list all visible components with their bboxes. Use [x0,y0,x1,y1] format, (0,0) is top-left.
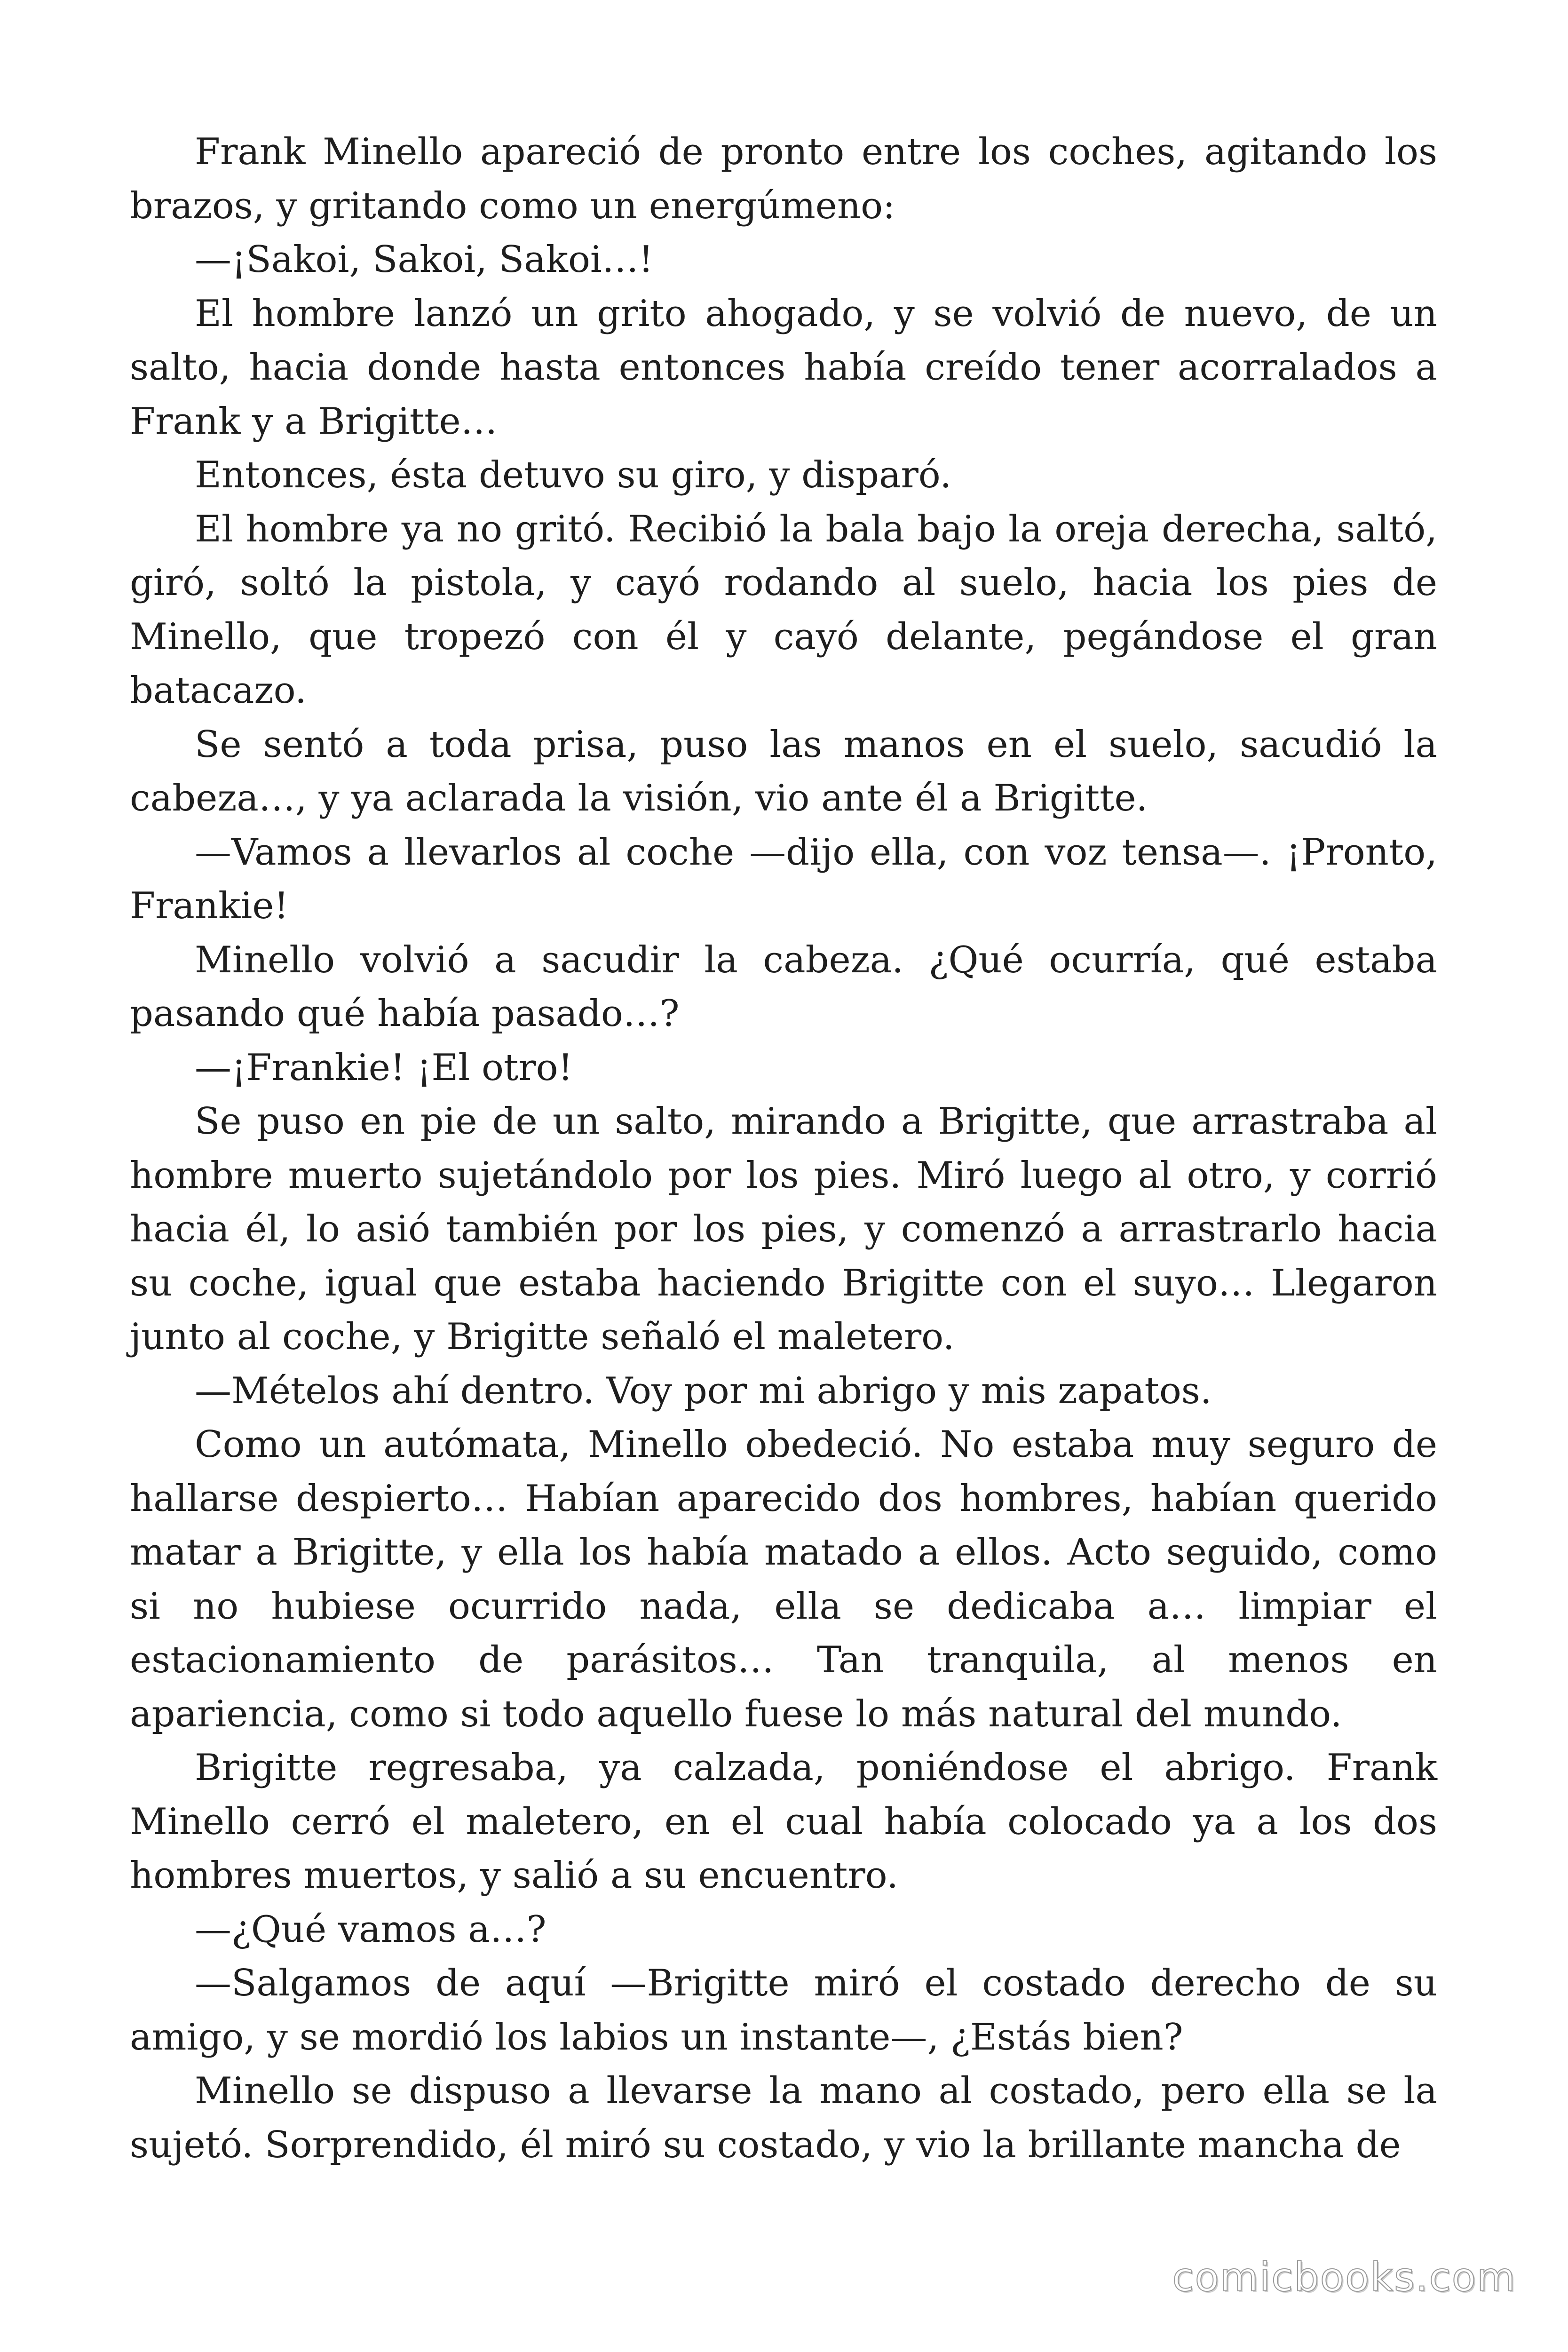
paragraph: —Vamos a llevarlos al coche —dijo ella, con voz tensa—. ¡Pronto, Frankie! [130,831,1437,927]
paragraph: Frank Minello apareció de pronto entre los coches, agitando los brazos, y gritando como un energúmeno: [130,131,1437,227]
watermark: comicbooks.com [1172,2254,1516,2300]
paragraph: —¿Qué vamos a…? [195,1908,546,1951]
paragraph: —¡Sakoi, Sakoi, Sakoi…! [195,238,654,281]
paragraph: Se sentó a toda prisa, puso las manos en el suelo, sacudió la cabeza…, y ya aclarada la visión, vio ante él a Brigitte. [130,723,1437,819]
paragraph: Brigitte regresaba, ya calzada, poniéndose el abrigo. Frank Minello cerró el maletero, en el cual había colocado ya a los dos hombres muertos, y salió a su encuentro. [130,1747,1437,1897]
paragraph: Se puso en pie de un salto, mirando a Brigitte, que arrastraba al hombre muerto sujetándolo por los pies. Miró luego al otro, y corrió hacia él, lo asió también por los pies, y comenzó a arrastrarlo hacia su coche, igual que estaba haciendo Brigitte con el suyo… Llegaron junto al coche, y Brigitte señaló el maletero. [130,1100,1437,1358]
paragraph: —Salgamos de aquí —Brigitte miró el costado derecho de su amigo, y se mordió los labios un instante—, ¿Estás bien? [130,1962,1437,2058]
page-body [130,125,1437,2172]
paragraph: —¡Frankie! ¡El otro! [195,1046,573,1089]
paragraph: Entonces, ésta detuvo su giro, y disparó. [195,454,952,496]
paragraph: Como un autómata, Minello obedeció. No estaba muy seguro de hallarse despierto… Habían aparecido dos hombres, habían querido matar a Brigitte, y ella los había matado a ellos. Acto seguido, como si no hubiese ocurrido nada, ella se dedicaba a… limpiar el estacionamiento de parásitos… Tan tranquila, al menos en apariencia, como si todo aquello fuese lo más natural del mundo. [130,1423,1437,1735]
paragraph: El hombre lanzó un grito ahogado, y se volvió de nuevo, de un salto, hacia donde hasta entonces había creído tener acorralados a Frank y a Brigitte… [130,292,1437,443]
paragraph: Minello volvió a sacudir la cabeza. ¿Qué ocurría, qué estaba pasando qué había pasado…? [130,938,1437,1035]
paragraph: —Mételos ahí dentro. Voy por mi abrigo y mis zapatos. [195,1369,1212,1412]
paragraph: Minello se dispuso a llevarse la mano al costado, pero ella se la sujetó. Sorprendido, él miró su costado, y vio la brillante mancha de [130,2070,1437,2166]
paragraph: El hombre ya no gritó. Recibió la bala bajo la oreja derecha, saltó, giró, soltó la pistola, y cayó rodando al suelo, hacia los pies de Minello, que tropezó con él y cayó delante, pegándose el gran batacazo. [130,508,1437,712]
